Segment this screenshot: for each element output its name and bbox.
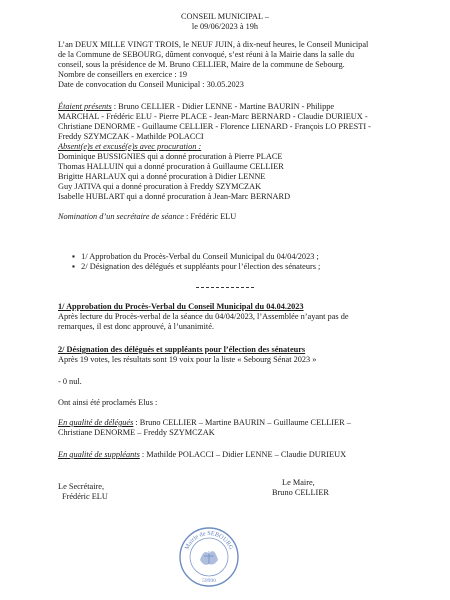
proxy-line: Guy JATIVA qui a donné procuration à Freddy SZYMCZAK [58,182,262,191]
present-label: Étaient présents [58,102,112,111]
agenda-item: ▪ 1/ Approbation du Procès-Verbal du Conseil Municipal du 04/04/2023 ; [72,252,319,261]
secretary-nomination [58,212,236,222]
councillors-count: Nombre de conseillers en exercice : 19 [58,70,188,79]
present-line: MARCHAL - Frédéric ELU - Pierre PLACE - Jean-Marc BERNARD - Claudie DURIEUX - [58,112,368,121]
bullet-icon: ▪ [72,252,82,261]
section2-votes: Après 19 votes, les résultats sont 19 voix pour la liste « Sebourg Sénat 2023 » [58,355,317,364]
svg-text:Mairie de SEBOURG [183,530,234,551]
stamp-text: Mairie de SEBOURG [183,529,235,551]
section1-heading: 1/ Approbation du Procès-Verbal du Conseil Municipal du 04.04.2023 [58,302,304,311]
delegates-names: : Bruno CELLIER – Martine BAURIN – Guillaume CELLIER – [133,418,351,427]
proxy-line: Dominique BUSSIGNIES qui a donné procuration à Pierre PLACE [58,152,283,161]
delegates-label: En qualité de délégués [58,418,134,427]
mayor-signature-title: Le Maire, [282,478,315,487]
substitutes-names: : Mathilde POLACCI – Didier LENNE – Claudie DURIEUX [139,450,347,459]
delegates-line: Christiane DENORME – Freddy SZYMCZAK [58,428,215,437]
delegates-line [58,418,351,428]
proxy-line: Brigitte HARLAUX qui a donné procuration à Didier LENNE [58,172,266,181]
present-line: Christiane DENORME - Guillaume CELLIER - Florence LIENARD - François LO PRESTI - [58,122,371,131]
section-divider [196,287,254,288]
intro-line: conseil, sous la présidence de M. Bruno CELLIER, Maire de la commune de Sebourg. [58,60,345,69]
section1-text: Après lecture du Procès-verbal de la séance du 04/04/2023, l’Assemblée n’ayant pas de [58,312,349,321]
absent-label: Absent(e)s et excusé(e)s avec procuration : [58,142,202,151]
secretary-signature-title: Le Secrétaire, [58,482,105,491]
mayor-signature-name: Bruno CELLIER [272,488,329,497]
proxy-line: Thomas HALLUIN qui a donné procuration à Guillaume CELLIER [58,162,284,171]
stamp-bottom-text: 59990 [202,578,216,584]
substitutes-line [58,450,346,460]
mairie-stamp-icon [178,526,240,588]
intro-line: de la Commune de SEBOURG, dûment convoqué, s’est réuni à la Mairie dans la salle du [58,50,355,59]
intro-line: L’an DEUX MILLE VINGT TROIS, le NEUF JUIN, à dix-neuf heures, le Conseil Municipal [58,40,369,49]
proxy-line: Isabelle HUBLART qui a donné procuration à Jean-Marc BERNARD [58,192,291,201]
section2-null: - 0 nul. [58,377,82,386]
section1-text: remarques, il est donc approuvé, à l’unanimité. [58,322,214,331]
secretary-signature-name: Frédéric ELU [62,492,108,501]
meeting-date: le 09/06/2023 à 19h [191,22,259,31]
document-title: CONSEIL MUNICIPAL – [180,12,270,21]
present-line: Freddy SZYMCZAK - Mathilde POLACCI [58,132,204,141]
convocation-date: Date de convocation du Conseil Municipal : 30.05.2023 [58,80,244,89]
proclaimed-text: Ont ainsi été proclamés Elus : [58,398,158,407]
present-names: : Bruno CELLIER - Didier LENNE - Martine BAURIN - Philippe [111,102,335,111]
secretary-label: Nomination d’un secrétaire de séance [58,212,184,221]
section2-heading: 2/ Désignation des délégués et suppléants pour l’élection des sénateurs [58,345,306,354]
bullet-icon: ▪ [72,262,82,271]
agenda-item: ▪ 2/ Désignation des délégués et suppléants pour l’élection des sénateurs ; [72,262,321,271]
secretary-value: : Frédéric ELU [183,212,237,221]
present-line [58,102,334,112]
substitutes-label: En qualité de suppléants [58,450,140,459]
